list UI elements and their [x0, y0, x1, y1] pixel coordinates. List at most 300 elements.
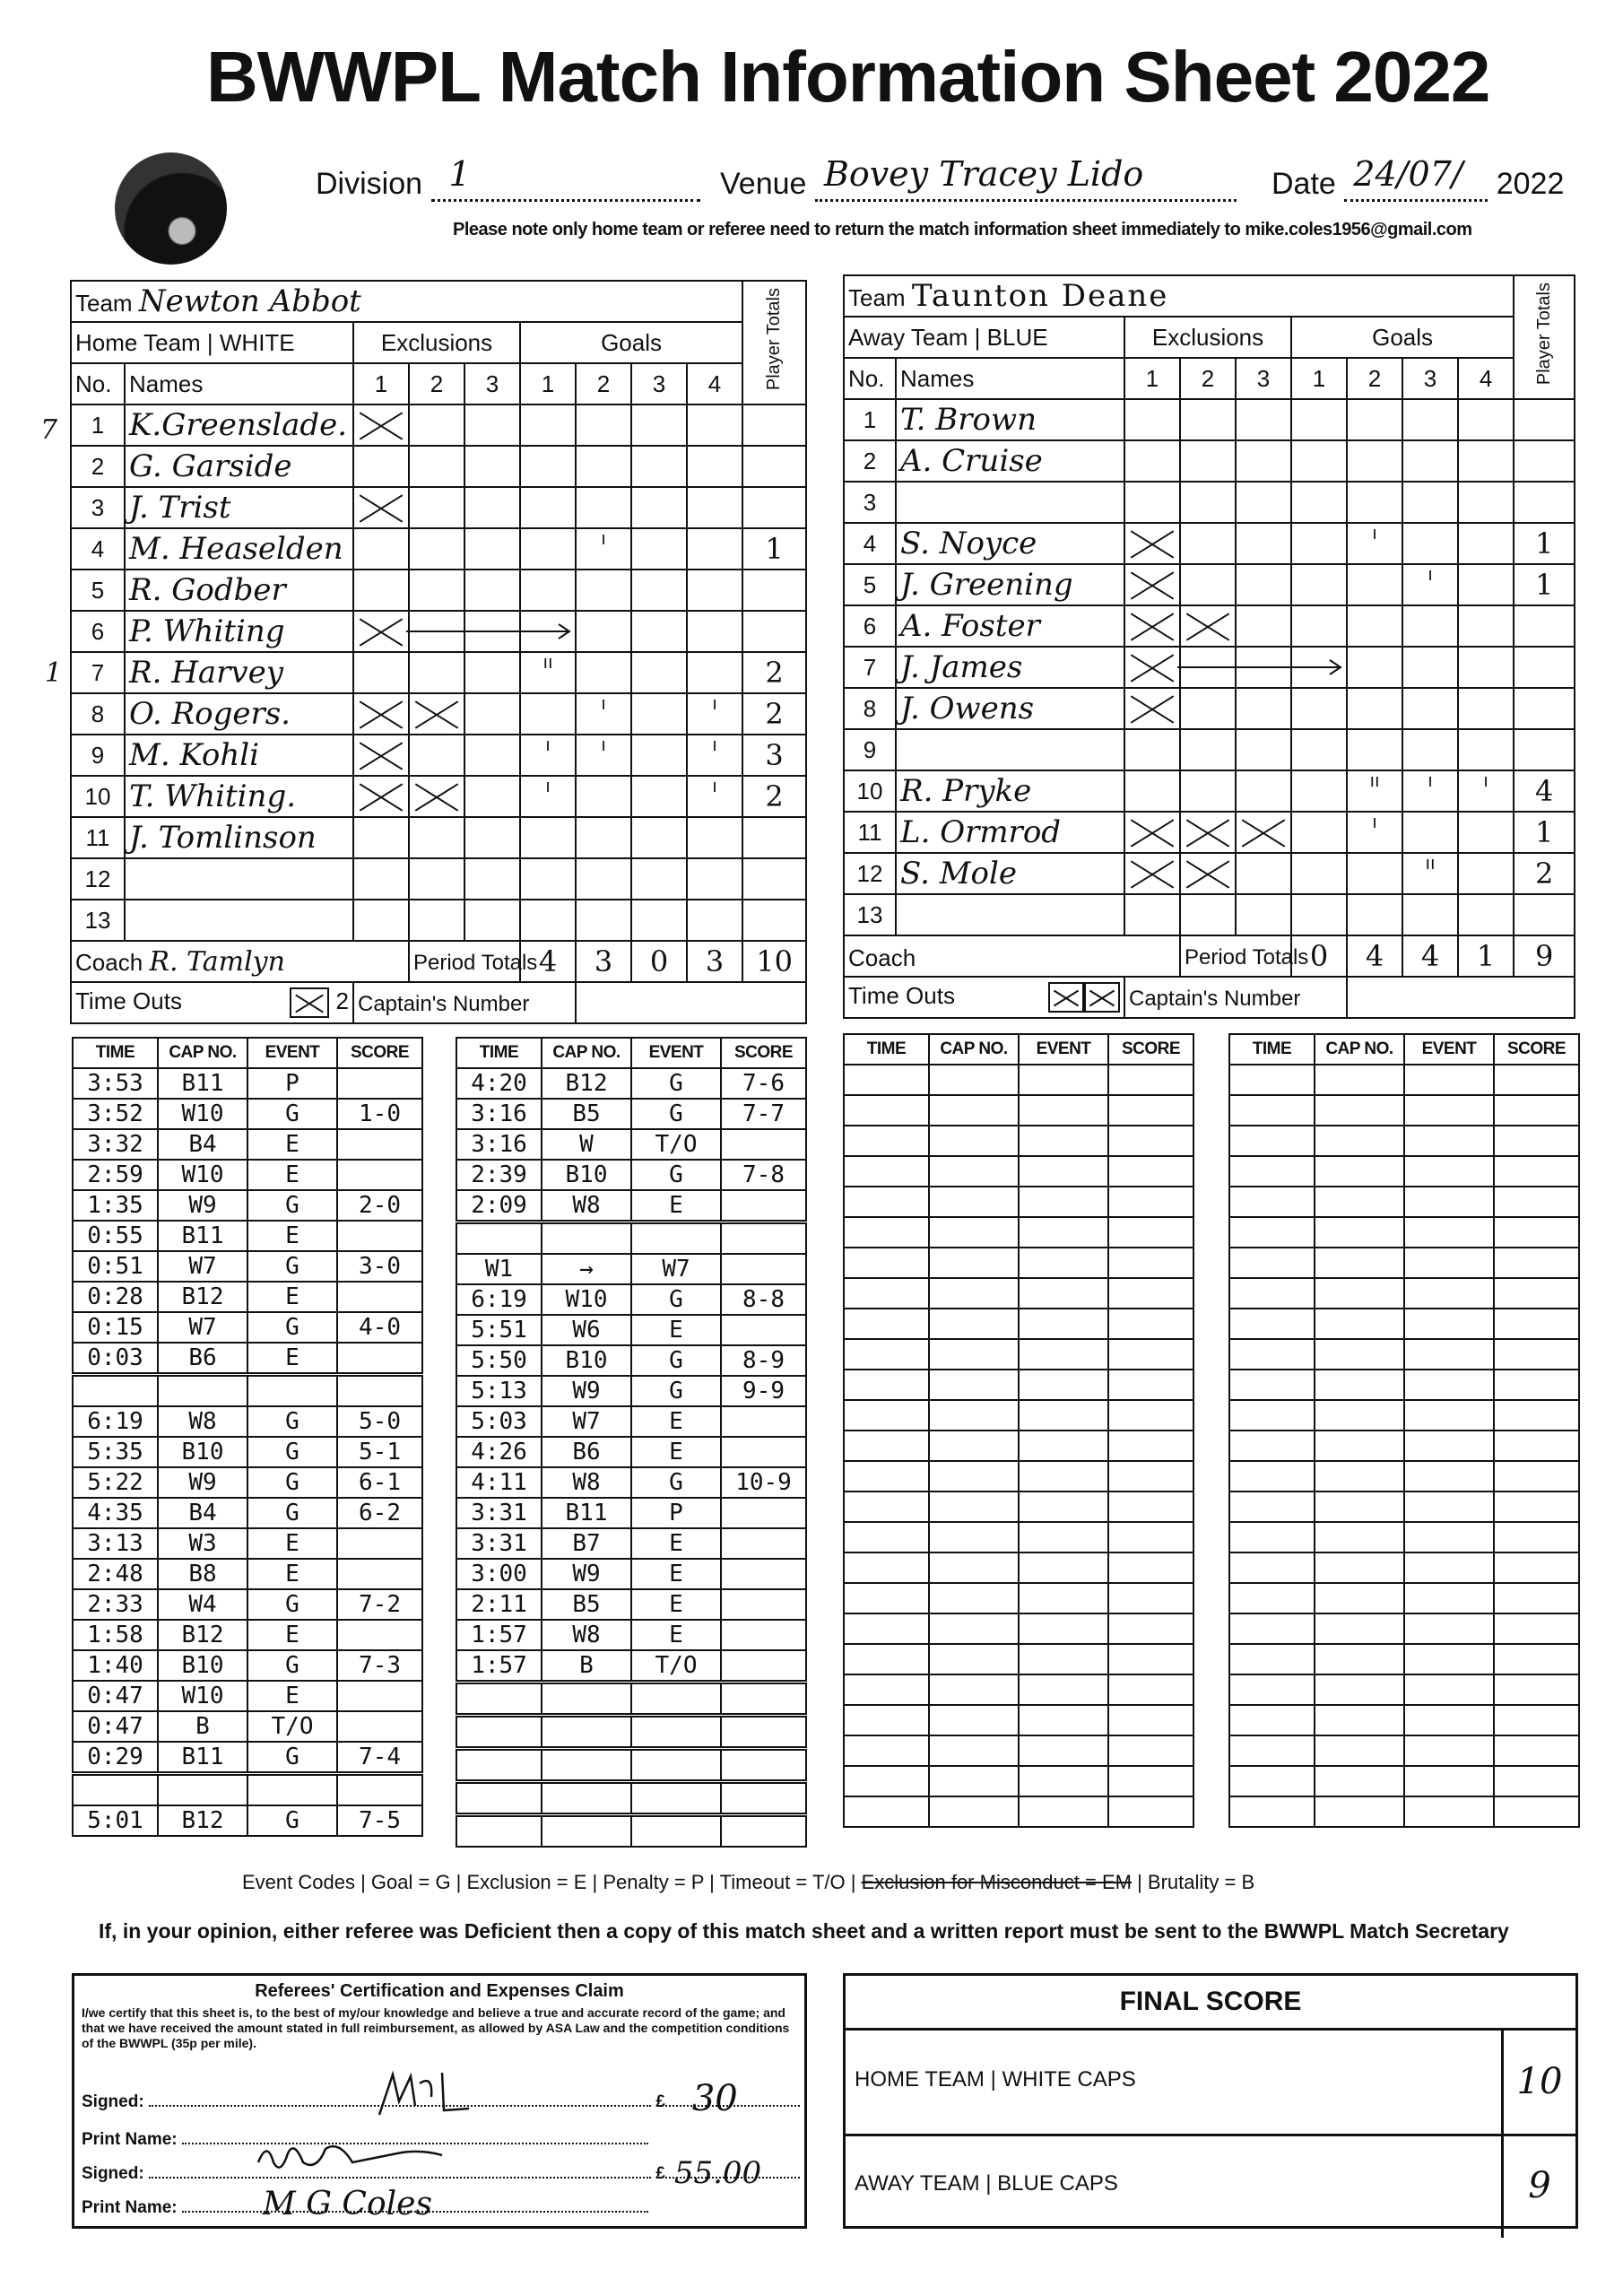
log-cell: 0:55 [73, 1221, 158, 1251]
log-row [73, 1099, 422, 1129]
log-cell: T/O [247, 1711, 337, 1742]
referee-signature-2 [254, 2135, 451, 2180]
log-cell [1494, 1644, 1579, 1674]
log-cell: B11 [158, 1742, 247, 1774]
log-cell: W8 [542, 1620, 631, 1650]
log-cell [1404, 1461, 1494, 1492]
player-total: 2 [742, 693, 806, 735]
log-row [73, 1498, 422, 1528]
log-cell [1229, 1187, 1315, 1217]
goal-cell-4 [1458, 605, 1514, 647]
log-cell: W8 [158, 1406, 247, 1437]
goal-cell-4 [1458, 853, 1514, 894]
player-total [742, 858, 806, 900]
log-row [1229, 1278, 1579, 1309]
log-cell [1404, 1644, 1494, 1674]
exclusion-cell-2 [1180, 729, 1236, 770]
log-cell [1494, 1583, 1579, 1613]
exclusion-cell-1 [353, 404, 409, 446]
log-cell [1019, 1095, 1108, 1126]
log-row [73, 1343, 422, 1375]
log-cell [929, 1431, 1019, 1461]
venue-value: Bovey Tracey Lido [823, 154, 1144, 194]
exclusion-cell-3 [464, 776, 520, 817]
home-team-name: Newton Abbot [138, 283, 361, 319]
home-period-1: 4 [520, 941, 576, 982]
log-row [456, 1190, 806, 1222]
log-cell: E [631, 1406, 721, 1437]
log-cell [1019, 1339, 1108, 1370]
home-player-row [71, 735, 806, 776]
goal-cell-3 [1402, 812, 1458, 853]
exclusion-cell-1 [1124, 812, 1180, 853]
goal-cell-2 [576, 404, 631, 446]
exclusion-cell-1 [353, 487, 409, 528]
player-total: 4 [1514, 770, 1575, 812]
log-cell: G [247, 1251, 337, 1282]
log-cell [1019, 1583, 1108, 1613]
log-row [1229, 1187, 1579, 1217]
log-cell [721, 1498, 806, 1528]
goal-cell-3 [1402, 729, 1458, 770]
log-cell: 4:11 [456, 1467, 542, 1498]
log-cell [456, 1749, 542, 1782]
final-home-row [846, 2030, 1575, 2136]
goal-cell-3 [631, 817, 687, 858]
exclusion-cell-3 [1236, 812, 1291, 853]
log-row [456, 1284, 806, 1315]
log-row [456, 1376, 806, 1406]
log-row [1229, 1339, 1579, 1370]
log-cell [929, 1613, 1019, 1644]
home-player-row [71, 570, 806, 611]
log-row [844, 1248, 1193, 1278]
log-cell [844, 1400, 929, 1431]
log-cell [337, 1282, 422, 1312]
log-cell [1019, 1644, 1108, 1674]
log-row [456, 1068, 806, 1099]
goal-cell-4 [687, 652, 742, 693]
log-cell [1108, 1309, 1193, 1339]
log-cell [1019, 1370, 1108, 1400]
log-cell [1019, 1400, 1108, 1431]
log-cell: 6-2 [337, 1498, 422, 1528]
final-away-score: 9 [1501, 2134, 1575, 2238]
log-cell [929, 1796, 1019, 1827]
exclusion-cell-2 [1180, 770, 1236, 812]
log-row [73, 1406, 422, 1437]
exclusion-cell-1 [353, 858, 409, 900]
log-cell: W7 [542, 1406, 631, 1437]
log-cell [929, 1674, 1019, 1705]
log-cell [1019, 1217, 1108, 1248]
log-row [456, 1716, 806, 1749]
log-cell [844, 1461, 929, 1492]
final-away-row [846, 2134, 1575, 2238]
log-row [456, 1437, 806, 1467]
log-cell [929, 1126, 1019, 1156]
player-name: R. Godber [125, 570, 353, 611]
goal-cell-4 [1458, 523, 1514, 564]
log-cell [844, 1674, 929, 1705]
goal-cell-4 [687, 528, 742, 570]
log-cell [721, 1129, 806, 1160]
home-period-2: 3 [576, 941, 631, 982]
log-cell [844, 1126, 929, 1156]
player-total [742, 611, 806, 652]
log-row [844, 1674, 1193, 1705]
goal-cell-4 [687, 446, 742, 487]
log-cell: W10 [158, 1099, 247, 1129]
log-cell: P [631, 1498, 721, 1528]
names-header: Names [900, 364, 975, 392]
log-header-row [1229, 1034, 1579, 1065]
goal-cell-2 [576, 652, 631, 693]
log-cell [1229, 1522, 1315, 1552]
log-cell: B11 [542, 1498, 631, 1528]
log-row [456, 1160, 806, 1190]
home-player-row [71, 446, 806, 487]
away-team-panel [843, 274, 1575, 1019]
log-cell: W8 [542, 1190, 631, 1222]
log-cell [929, 1461, 1019, 1492]
no-header: No. [848, 364, 885, 392]
log-cell [1404, 1126, 1494, 1156]
goal-cell-4 [687, 570, 742, 611]
player-total: 2 [1514, 853, 1575, 894]
log-cell [1494, 1309, 1579, 1339]
event-codes-struck: Exclusion for Misconduct = EM [861, 1871, 1132, 1893]
log-cell [1229, 1796, 1315, 1827]
exclusion-cell-2 [1180, 482, 1236, 523]
player-total [742, 570, 806, 611]
player-name: J. Greening [896, 564, 1124, 605]
log-cell [1494, 1217, 1579, 1248]
log-cell [1229, 1492, 1315, 1522]
player-name: T. Whiting. [125, 776, 353, 817]
log-cell: G [247, 1437, 337, 1467]
log-cell: 4:20 [456, 1068, 542, 1099]
log-cell [721, 1190, 806, 1222]
exclusion-cell-3 [1236, 853, 1291, 894]
log-cell: 2:59 [73, 1160, 158, 1190]
event-log-table-2 [456, 1037, 807, 1848]
goal-cell-3 [1402, 894, 1458, 935]
goal-cell-2 [576, 776, 631, 817]
log-cell [1229, 1095, 1315, 1126]
player-name: L. Ormrod [896, 812, 1124, 853]
log-row [456, 1650, 806, 1683]
log-cell: 3:52 [73, 1099, 158, 1129]
goal-cell-3 [1402, 605, 1458, 647]
log-cell [1229, 1339, 1315, 1370]
log-cell [721, 1254, 806, 1284]
log-header-cell: EVENT [1019, 1034, 1108, 1065]
home-period-4: 3 [687, 941, 742, 982]
time-outs-label: Time Outs [848, 981, 955, 1009]
log-cell [844, 1187, 929, 1217]
away-period-3: 4 [1402, 935, 1458, 977]
log-header-cell: TIME [844, 1034, 929, 1065]
final-away-label: AWAY TEAM | BLUE CAPS [855, 2171, 1118, 2196]
log-cell: B12 [158, 1620, 247, 1650]
log-cell [844, 1431, 929, 1461]
player-number: 7 [844, 647, 896, 688]
log-cell [1108, 1552, 1193, 1583]
log-cell [1494, 1278, 1579, 1309]
log-cell: 1-0 [337, 1099, 422, 1129]
player-total: 1 [1514, 523, 1575, 564]
log-row [844, 1400, 1193, 1431]
water-polo-ball-logo [115, 152, 227, 265]
log-cell: G [631, 1068, 721, 1099]
event-codes-text: Event Codes | Goal = G | Exclusion = E | Penalty = P | Timeout = T/O | [242, 1871, 856, 1893]
log-cell [844, 1796, 929, 1827]
exclusions-header: Exclusions [380, 328, 493, 356]
log-cell: 7-7 [721, 1099, 806, 1129]
log-cell [721, 1559, 806, 1589]
goal-cell-3 [631, 570, 687, 611]
log-cell: E [247, 1559, 337, 1589]
log-row [844, 1126, 1193, 1156]
log-cell [844, 1217, 929, 1248]
home-player-row [71, 817, 806, 858]
exclusion-cell-3 [464, 404, 520, 446]
log-row [844, 1431, 1193, 1461]
log-cell [721, 1683, 806, 1716]
log-cell [1404, 1431, 1494, 1461]
log-row [844, 1278, 1193, 1309]
log-cell: 2:09 [456, 1190, 542, 1222]
log-cell [1019, 1156, 1108, 1187]
exclusion-cell-3 [1236, 564, 1291, 605]
player-total [1514, 647, 1575, 688]
exclusion-cell-1 [353, 611, 409, 652]
log-cell [337, 1129, 422, 1160]
log-cell [542, 1782, 631, 1815]
goal-cell-2 [576, 446, 631, 487]
captains-number-label: Captain's Number [358, 991, 530, 1016]
log-cell: 6-1 [337, 1467, 422, 1498]
log-cell: 0:03 [73, 1343, 158, 1375]
log-cell: W4 [158, 1589, 247, 1620]
away-side-label: Away Team | BLUE [848, 323, 1048, 351]
player-number: 3 [844, 482, 896, 523]
log-row [1229, 1492, 1579, 1522]
exclusion-cell-3 [1236, 440, 1291, 482]
goal-cell-1 [1291, 770, 1347, 812]
log-cell [1404, 1674, 1494, 1705]
log-cell [1315, 1217, 1404, 1248]
log-cell [1229, 1613, 1315, 1644]
log-cell [1494, 1492, 1579, 1522]
log-cell [1108, 1613, 1193, 1644]
exclusion-cell-2 [1180, 399, 1236, 440]
exclusion-cell-2 [409, 817, 464, 858]
log-cell: B4 [158, 1498, 247, 1528]
log-row [73, 1650, 422, 1681]
log-cell [721, 1315, 806, 1345]
exclusion-cell-3 [464, 735, 520, 776]
away-team-name: Taunton Deane [911, 278, 1169, 314]
log-cell [844, 1705, 929, 1735]
player-name [125, 900, 353, 941]
log-cell [542, 1716, 631, 1749]
log-cell [929, 1705, 1019, 1735]
player-total: 1 [1514, 812, 1575, 853]
log-cell [1108, 1583, 1193, 1613]
exclusion-cell-1 [1124, 523, 1180, 564]
log-row [844, 1552, 1193, 1583]
player-name: O. Rogers. [125, 693, 353, 735]
home-player-row [71, 776, 806, 817]
log-cell [929, 1370, 1019, 1400]
log-row [456, 1467, 806, 1498]
log-cell [1019, 1552, 1108, 1583]
goal-cell-3 [631, 611, 687, 652]
log-cell [1494, 1461, 1579, 1492]
print-name-value-2: M G Coles [262, 2186, 432, 2222]
log-cell: B7 [542, 1528, 631, 1559]
log-cell [1494, 1339, 1579, 1370]
log-cell: 5:22 [73, 1467, 158, 1498]
log-cell: 2:33 [73, 1589, 158, 1620]
log-cell: 1:57 [456, 1620, 542, 1650]
log-cell [844, 1339, 929, 1370]
exclusion-cell-1 [353, 693, 409, 735]
log-cell [1494, 1735, 1579, 1766]
log-cell [1229, 1766, 1315, 1796]
log-cell [844, 1309, 929, 1339]
exclusion-cell-2 [409, 858, 464, 900]
log-cell [73, 1375, 158, 1407]
exclusion-cell-2 [409, 404, 464, 446]
log-cell: W7 [158, 1312, 247, 1343]
goal-cell-2: ı [1347, 812, 1402, 853]
log-cell [1108, 1278, 1193, 1309]
goal-cell-1 [1291, 399, 1347, 440]
goal-cell-2: ı [1347, 523, 1402, 564]
home-margin-note-7: 1 [45, 657, 63, 689]
away-player-row [844, 523, 1575, 564]
log-cell [1315, 1461, 1404, 1492]
exclusion-cell-3 [464, 652, 520, 693]
exclusion-cell-3 [1236, 729, 1291, 770]
exclusion-cell-1 [353, 817, 409, 858]
log-cell [844, 1095, 929, 1126]
log-row [844, 1644, 1193, 1674]
log-row [456, 1782, 806, 1815]
exclusion-cell-2 [409, 446, 464, 487]
log-cell: 5:50 [456, 1345, 542, 1376]
goal-cell-1 [520, 570, 576, 611]
log-header-cell: TIME [73, 1038, 158, 1068]
final-score-box [843, 1973, 1578, 2229]
log-cell [542, 1222, 631, 1255]
print-name-label: Print Name: [82, 2130, 178, 2149]
log-cell: W8 [542, 1467, 631, 1498]
away-player-row [844, 729, 1575, 770]
player-name: R. Pryke [896, 770, 1124, 812]
log-cell: W9 [542, 1376, 631, 1406]
exclusion-cell-2 [409, 735, 464, 776]
player-number: 11 [844, 812, 896, 853]
log-row [1229, 1461, 1579, 1492]
currency-symbol: £ [655, 2164, 665, 2183]
log-cell: 3-0 [337, 1251, 422, 1282]
log-cell [1494, 1431, 1579, 1461]
print-name-label: Print Name: [82, 2198, 178, 2217]
log-cell [929, 1766, 1019, 1796]
log-cell: G [631, 1467, 721, 1498]
log-cell [1229, 1583, 1315, 1613]
goal-cell-3: ıı [1402, 853, 1458, 894]
player-total [742, 487, 806, 528]
log-cell [721, 1528, 806, 1559]
log-cell [542, 1749, 631, 1782]
log-cell: 5-0 [337, 1406, 422, 1437]
log-cell [1108, 1126, 1193, 1156]
log-cell [337, 1620, 422, 1650]
log-cell: 2:39 [456, 1160, 542, 1190]
log-cell [1315, 1492, 1404, 1522]
log-cell [844, 1370, 929, 1400]
log-cell [1108, 1217, 1193, 1248]
goal-cell-1 [1291, 482, 1347, 523]
home-period-3: 0 [631, 941, 687, 982]
goal-cell-1 [1291, 605, 1347, 647]
goal-cell-3 [631, 776, 687, 817]
player-name: J. James [896, 647, 1124, 688]
log-cell: W10 [542, 1284, 631, 1315]
exclusion-cell-2 [409, 570, 464, 611]
log-cell [844, 1522, 929, 1552]
log-cell [1404, 1065, 1494, 1095]
log-cell [721, 1437, 806, 1467]
goal-cell-3 [631, 404, 687, 446]
log-cell: 1:58 [73, 1620, 158, 1650]
log-row [456, 1620, 806, 1650]
log-cell: 3:31 [456, 1528, 542, 1559]
exclusion-cell-3 [1236, 688, 1291, 729]
log-row [1229, 1766, 1579, 1796]
log-row [73, 1251, 422, 1282]
log-cell [844, 1552, 929, 1583]
goal-cell-3 [631, 652, 687, 693]
log-cell [631, 1683, 721, 1716]
exclusion-cell-2 [1180, 812, 1236, 853]
log-cell [247, 1774, 337, 1806]
log-cell: G [631, 1099, 721, 1129]
sheet-title: BWWPL Match Information Sheet 2022 [206, 37, 1490, 117]
goal-cell-4 [1458, 729, 1514, 770]
exclusion-cell-2 [409, 900, 464, 941]
goal-cell-2 [1347, 564, 1402, 605]
log-cell [721, 1589, 806, 1620]
exclusion-cell-2 [1180, 564, 1236, 605]
log-cell: W9 [158, 1190, 247, 1221]
log-cell: E [247, 1343, 337, 1375]
goal-cell-2 [1347, 440, 1402, 482]
period-totals-label: Period Totals [1185, 944, 1309, 970]
log-row [73, 1282, 422, 1312]
log-cell [1404, 1766, 1494, 1796]
log-row [456, 1683, 806, 1716]
home-coach-name: R. Tamlyn [149, 945, 285, 978]
log-cell [337, 1160, 422, 1190]
log-row [1229, 1217, 1579, 1248]
log-cell [1229, 1644, 1315, 1674]
